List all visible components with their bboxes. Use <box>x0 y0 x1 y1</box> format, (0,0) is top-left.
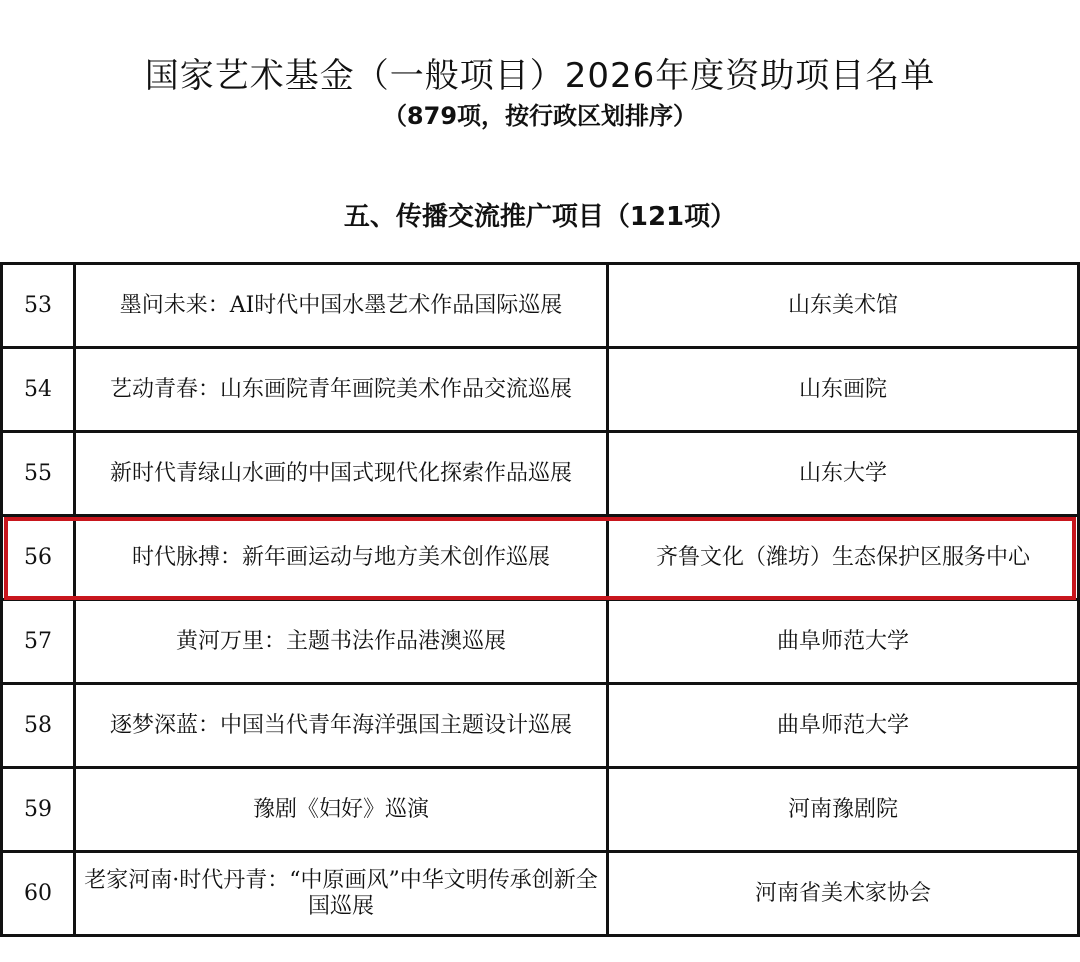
table-row <box>0 517 1080 601</box>
row-number: 59 <box>0 769 76 850</box>
row-number: 60 <box>0 853 76 934</box>
table-row <box>0 853 1080 937</box>
project-name: 时代脉搏：新年画运动与地方美术创作巡展 <box>76 517 609 598</box>
row-number: 53 <box>0 265 76 346</box>
project-name: 黄河万里：主题书法作品港澳巡展 <box>76 601 609 682</box>
project-name: 艺动青春：山东画院青年画院美术作品交流巡展 <box>76 349 609 430</box>
project-name: 墨问未来：AI时代中国水墨艺术作品国际巡展 <box>76 265 609 346</box>
table-row <box>0 433 1080 517</box>
section-title: 五、传播交流推广项目（121项） <box>343 202 737 232</box>
page-subtitle: （879项，按行政区划排序） <box>382 102 698 130</box>
organization: 山东画院 <box>609 349 1080 430</box>
projects-table <box>0 262 1080 962</box>
table-row <box>0 601 1080 685</box>
table-row <box>0 769 1080 853</box>
organization: 齐鲁文化（潍坊）生态保护区服务中心 <box>609 517 1080 598</box>
table-row <box>0 265 1080 349</box>
row-number: 55 <box>0 433 76 514</box>
project-name: 豫剧《妇好》巡演 <box>76 769 609 850</box>
page-title: 国家艺术基金（一般项目）2026年度资助项目名单 <box>144 56 936 96</box>
organization: 曲阜师范大学 <box>609 601 1080 682</box>
organization: 山东大学 <box>609 433 1080 514</box>
project-name: 逐梦深蓝：中国当代青年海洋强国主题设计巡展 <box>76 685 609 766</box>
organization: 曲阜师范大学 <box>609 685 1080 766</box>
row-number: 58 <box>0 685 76 766</box>
project-name: 新时代青绿山水画的中国式现代化探索作品巡展 <box>76 433 609 514</box>
row-number: 54 <box>0 349 76 430</box>
project-name: 老家河南·时代丹青：“中原画风”中华文明传承创新全国巡展 <box>76 853 609 934</box>
organization: 河南省美术家协会 <box>609 853 1080 934</box>
organization: 山东美术馆 <box>609 265 1080 346</box>
table-row <box>0 349 1080 433</box>
organization: 河南豫剧院 <box>609 769 1080 850</box>
row-number: 57 <box>0 601 76 682</box>
row-number: 56 <box>0 517 76 598</box>
table-row <box>0 685 1080 769</box>
